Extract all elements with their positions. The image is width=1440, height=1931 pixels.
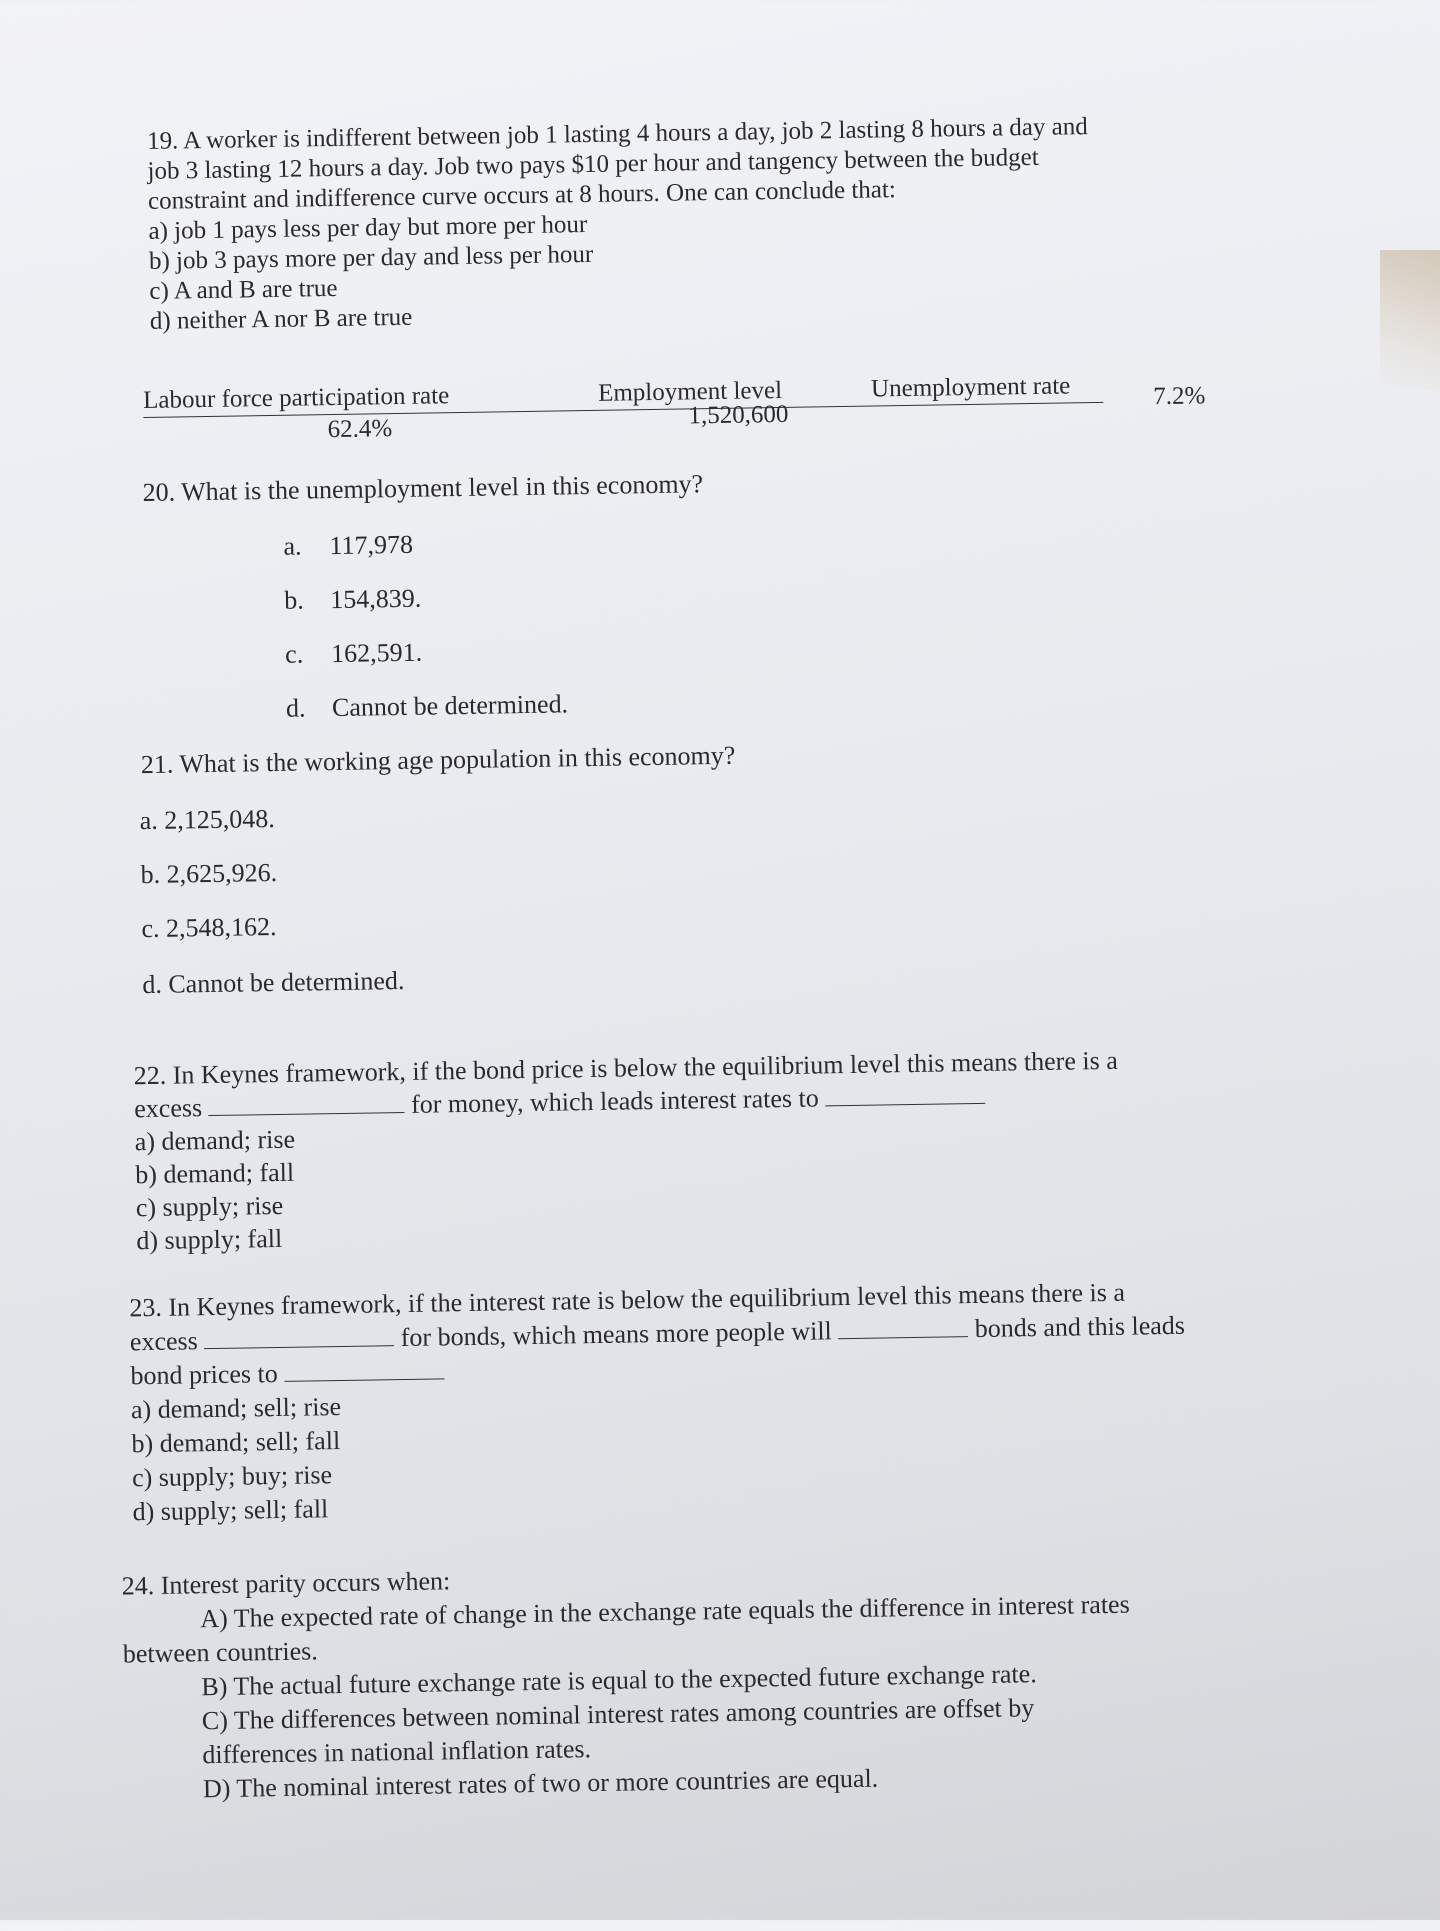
question-24 [121,1554,1132,1808]
q20-option-c-letter: c. [284,639,304,669]
q20-option-b [284,583,421,616]
q21-option-b: b. 2,625,926. [140,857,278,890]
q20-option-d-letter: d. [285,693,306,723]
q23-blank-3 [284,1356,444,1382]
q23-blank-2 [838,1314,968,1339]
q22-option-a: a) demand; rise [134,1124,296,1157]
q20-option-a-text: 117,978 [329,529,414,561]
question-23 [129,1275,1188,1530]
q22-line-2-text: for money, which leads interest rates to [410,1083,819,1119]
header-unemployment-rate: Unemployment rate [870,372,1071,403]
q23-blank-1 [204,1323,394,1349]
q22-blank-1 [208,1090,404,1116]
q24-option-c-line-2: differences in national inflation rates. [202,1734,592,1770]
question-21 [141,740,736,780]
q19-option-d: d) neither A nor B are true [149,303,413,335]
q21-option-c: c. 2,548,162. [141,911,277,944]
q21-option-d: d. Cannot be determined. [142,965,405,1000]
q19-option-a: a) job 1 pays less per day but more per hour [148,210,588,245]
q24-option-d: D) The nominal interest rates of two or more countries are equal. [202,1763,879,1804]
q19-option-c: c) A and B are true [149,274,338,305]
q20-option-c [285,637,422,670]
q23-line-2-text: for bonds, which means more people will [400,1316,833,1353]
question-20 [142,468,703,508]
q19-stem-line-3: constraint and indifference curve occurs at 8 hours. One can conclude that: [147,176,896,215]
q22-excess-label: excess [134,1093,203,1124]
q23-line-1: 23. In Keynes framework, if the interest rate is below the equilibrium level this means there is a [129,1277,1126,1323]
q22-option-c: c) supply; rise [135,1190,284,1223]
q19-stem-line-1: 19. A worker is indifferent between job 1 lasting 4 hours a day, job 2 lasting 8 hours a day and [146,113,1088,155]
q22-option-b: b) demand; fall [135,1157,295,1190]
q21-option-a: a. 2,125,048. [139,803,275,836]
q20-option-d [286,688,569,723]
header-participation-rate: Labour force participation rate [142,382,450,414]
q24-stem: 24. Interest parity occurs when: [121,1566,451,1601]
q21-stem: 21. What is the working age population in this economy? [140,740,736,780]
q20-option-b-letter: b. [284,585,305,615]
question-19 [147,112,1091,337]
q23-line-3-text: bond prices to [130,1358,278,1391]
q23-option-c: c) supply; buy; rise [131,1460,333,1493]
q20-stem: 20. What is the unemployment level in this economy? [142,469,704,508]
value-participation-rate: 62.4% [327,415,393,444]
q23-option-b: b) demand; sell; fall [131,1426,341,1459]
q24-option-a-line-1: A) The expected rate of change in the exchange rate equals the difference in interest rates [200,1589,1130,1634]
q24-option-b: B) The actual future exchange rate is equal to the expected future exchange rate. [201,1659,1037,1702]
question-22 [133,1044,1120,1257]
q20-option-b-text: 154,839. [330,583,422,615]
header-employment-level: Employment level [597,376,783,407]
q20-option-a [283,529,413,562]
value-employment-level: 1,520,600 [688,400,789,430]
value-unemployment-rate: 7.2% [1152,382,1206,411]
q20-option-d-text: Cannot be determined. [331,689,569,723]
q19-stem-line-2: job 3 lasting 12 hours a day. Job two pays $10 per hour and tangency between the budget [147,143,1039,185]
q23-line-2-tail: bonds and this leads [974,1310,1186,1344]
q22-line-1: 22. In Keynes framework, if the bond price is below the equilibrium level this means there is a [133,1045,1118,1091]
q19-option-b: b) job 3 pays more per day and less per hour [148,240,594,275]
q22-option-d: d) supply; fall [136,1223,283,1256]
q24-option-c-line-1: C) The differences between nominal interest rates among countries are offset by [201,1693,1035,1736]
q23-option-a: a) demand; sell; rise [130,1392,342,1425]
q22-blank-2 [825,1081,985,1107]
q20-option-a-letter: a. [283,531,302,561]
q20-option-c-text: 162,591. [330,637,423,669]
q24-option-a-line-2: between countries. [122,1636,318,1669]
data-table-header [143,366,1103,418]
q23-excess-label: excess [129,1326,199,1357]
q23-option-d: d) supply; sell; fall [132,1494,329,1527]
